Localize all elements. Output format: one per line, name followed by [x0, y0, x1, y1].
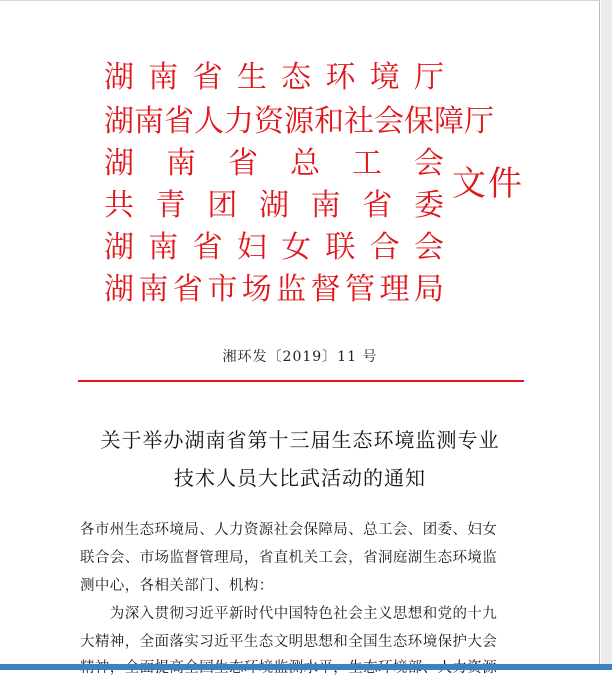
issuer-char: 湖	[104, 230, 134, 265]
issuer-char: 青	[155, 188, 186, 223]
issuer-char: 委	[413, 188, 444, 223]
issuer-char: 南	[310, 188, 341, 223]
issuer-char: 理	[379, 272, 410, 307]
issuer-line-2	[104, 102, 494, 142]
issuer-char: 省	[164, 104, 194, 139]
issuer-char: 妇	[236, 230, 267, 265]
document-number: 湘环发〔2019〕11 号	[222, 349, 378, 365]
red-divider	[78, 380, 524, 382]
issuer-line-1	[104, 58, 444, 98]
title-line-1: 关于举办湖南省第十三届生态环境监测专业	[100, 428, 500, 452]
issuer-char: 厅	[464, 104, 494, 139]
viewer-scroll-gutter[interactable]	[601, 0, 612, 670]
issuer-char: 保	[404, 104, 434, 139]
issuer-line-4	[104, 186, 444, 226]
issuer-char: 南	[166, 146, 196, 181]
issuer-char: 态	[281, 60, 312, 95]
issuer-char: 会	[414, 146, 444, 181]
recipients-line-1: 各市州生态环境局、人力资源社会保障局、总工会、团委、妇女	[80, 522, 498, 538]
paragraph-line-2: 大精神，全面落实习近平生态文明思想和全国生态环境保护大会	[80, 634, 498, 650]
issuer-char: 督	[310, 272, 341, 307]
issuer-line-3	[104, 144, 444, 184]
title-line-2: 技术人员大比武活动的通知	[174, 466, 426, 490]
viewer-bottom-bar	[0, 664, 612, 670]
issuer-char: 省	[362, 188, 393, 223]
issuer-line-5	[104, 228, 444, 268]
issuer-char: 联	[325, 230, 356, 265]
issuer-char: 南	[138, 272, 169, 307]
issuer-char: 生	[236, 60, 267, 95]
issuer-char: 和	[314, 104, 344, 139]
issuer-char: 环	[325, 60, 356, 95]
issuer-char: 湖	[104, 60, 134, 95]
issuer-char: 会	[374, 104, 404, 139]
issuer-char: 社	[344, 104, 374, 139]
issuer-char: 境	[369, 60, 400, 95]
issuer-char: 合	[369, 230, 400, 265]
issuer-char: 监	[276, 272, 307, 307]
issuer-char: 工	[352, 146, 382, 181]
issuer-char: 资	[254, 104, 284, 139]
doc-type-label: 文件	[452, 164, 524, 204]
issuer-char: 场	[241, 272, 272, 307]
issuer-char: 省	[192, 60, 223, 95]
issuer-char: 市	[207, 272, 238, 307]
issuer-char: 女	[281, 230, 312, 265]
issuer-char: 会	[413, 230, 444, 265]
issuer-char: 障	[434, 104, 464, 139]
issuer-char: 团	[207, 188, 238, 223]
recipients-line-3: 测中心，各相关部门、机构：	[80, 578, 274, 594]
issuer-char: 力	[224, 104, 254, 139]
paragraph-line-1: 为深入贯彻习近平新时代中国特色社会主义思想和党的十九	[80, 606, 498, 622]
issuer-char: 省	[228, 146, 258, 181]
issuer-char: 源	[284, 104, 314, 139]
issuer-char: 湖	[104, 104, 134, 139]
issuer-char: 省	[172, 272, 203, 307]
issuer-char: 共	[104, 188, 134, 223]
issuer-char: 湖	[104, 146, 134, 181]
issuer-char: 厅	[413, 60, 444, 95]
issuer-char: 局	[413, 272, 444, 307]
issuer-char: 南	[148, 60, 179, 95]
issuer-char: 南	[148, 230, 179, 265]
issuer-char: 人	[194, 104, 224, 139]
recipients-line-2: 联合会、市场监督管理局，省直机关工会，省洞庭湖生态环境监	[80, 550, 498, 566]
issuer-char: 湖	[104, 272, 134, 307]
issuer-char: 省	[192, 230, 223, 265]
issuer-char: 南	[134, 104, 164, 139]
issuer-char: 湖	[258, 188, 289, 223]
issuer-line-6	[104, 270, 444, 310]
issuer-char: 管	[345, 272, 376, 307]
issuer-char: 总	[290, 146, 320, 181]
